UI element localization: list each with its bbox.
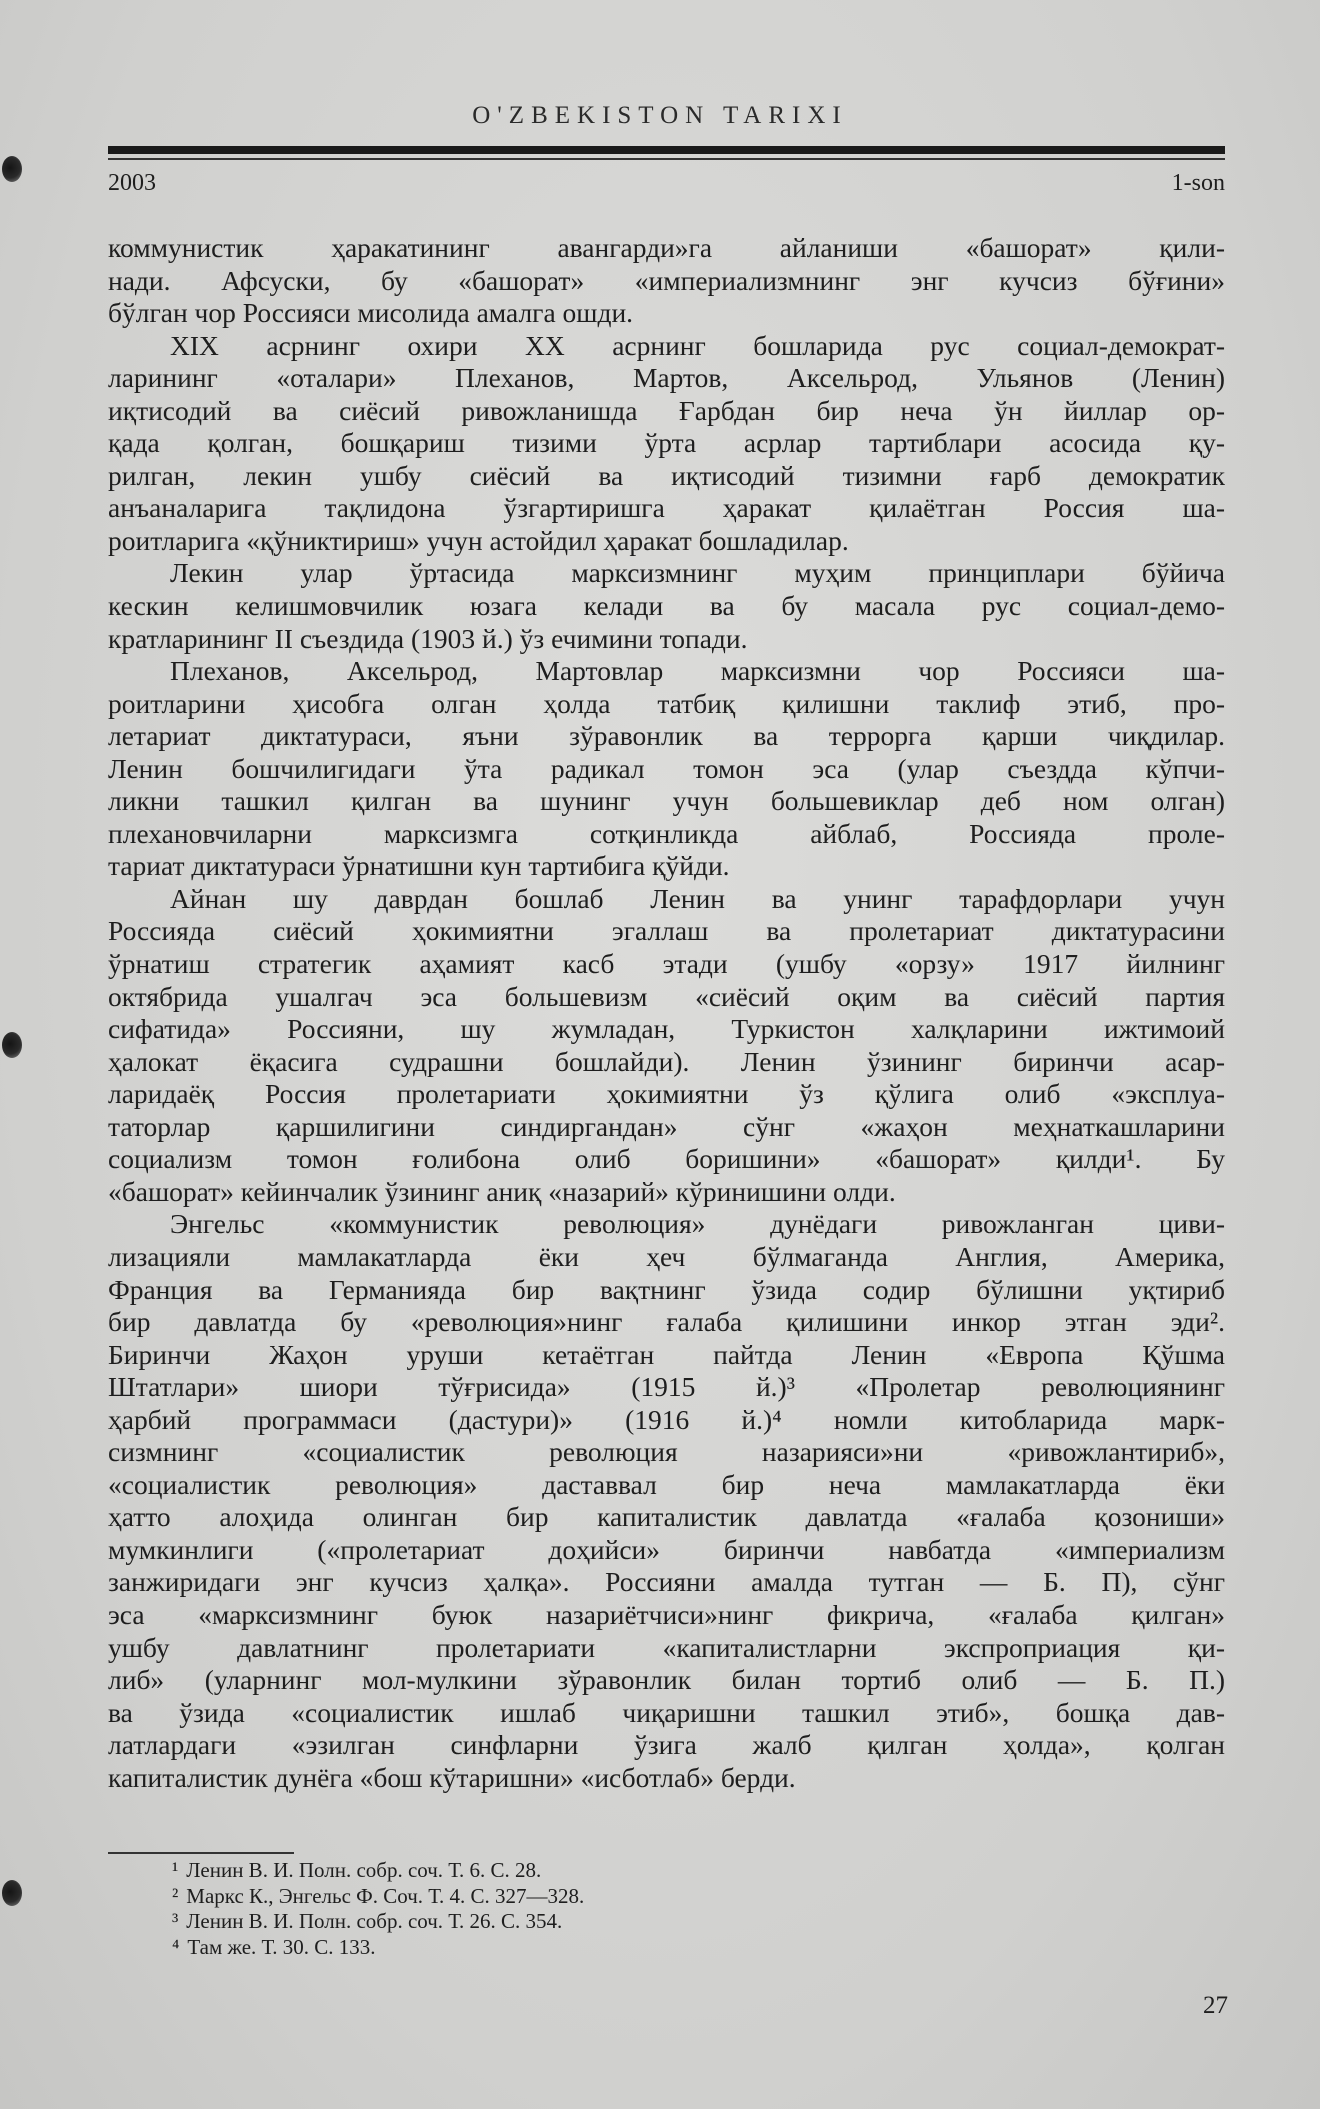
text-line: социализм томон ғолибона олиб боришини» «башорат» қилди¹. Бу <box>108 1143 1225 1175</box>
text-line: эса «марксизмнинг буюк назариётчиси»нинг фикрича, «ғалаба қилган» <box>108 1598 1225 1630</box>
footnote-number: ¹ <box>172 1858 179 1882</box>
text-line: ликни ташкил қилган ва шунинг учун большевиклар деб ном олган) <box>108 785 1225 817</box>
text-line: Россияда сиёсий ҳокимиятни эгаллаш ва пролетариат диктатурасини <box>108 915 1225 947</box>
text-line: Лекин улар ўртасида марксизмнинг муҳим принциплари бўйича <box>170 557 1225 589</box>
text-line: бир давлатда бу «революция»нинг ғалаба қилишини инкор этган эди². <box>108 1306 1225 1338</box>
text-line: анъаналарига тақлидона ўзгартиришга ҳаракат қилаётган Россия ша- <box>108 492 1225 524</box>
footnote-text: Маркс К., Энгельс Ф. Соч. Т. 4. С. 327—328. <box>186 1883 585 1908</box>
text-line: занжиридаги энг кучсиз ҳалқа». Россияни амалда тутган — Б. П), сўнг <box>108 1566 1225 1598</box>
text-line: Ленин бошчилигидаги ўта радикал томон эса (улар съездда кўпчи- <box>108 752 1225 784</box>
header-rule-thick <box>108 146 1225 154</box>
text-line: «социалистик революция» даставвал бир неча мамлакатларда ёки <box>108 1468 1225 1500</box>
footnote-item <box>172 1909 1172 1935</box>
text-line: ларидаёқ Россия пролетариати ҳокимиятни ўз қўлига олиб «эксплуа- <box>108 1078 1225 1110</box>
text-line: роитларини ҳисобга олган ҳолда татбиқ қилишни таклиф этиб, про- <box>108 687 1225 719</box>
text-line: латлардаги «эзилган синфларни ўзига жалб қилган ҳолда», қолган <box>108 1729 1225 1761</box>
text-line: коммунистик ҳаракатининг авангарди»га айланиши «башорат» қили- <box>108 232 1225 263</box>
text-line: мумкинлиги («пролетариат доҳийси» биринчи навбатда «империализм <box>108 1533 1225 1565</box>
text-line: тариат диктатураси ўрнатишни кун тартибига қўйди. <box>108 850 730 882</box>
issue-number: 1-son <box>1171 170 1225 196</box>
footnote-number: ⁴ <box>172 1934 180 1959</box>
text-line: бўлган чор Россияси мисолида амалга ошди. <box>108 297 634 329</box>
footnote-item <box>172 1935 1172 1961</box>
text-line: ва ўзида «социалистик ишлаб чиқаришни ташкил этиб», бошқа дав- <box>108 1696 1225 1728</box>
text-line: Штатлари» шиори тўғрисида» (1915 й.)³ «Пролетар революциянинг <box>108 1371 1225 1403</box>
punch-hole-middle <box>2 1032 22 1058</box>
header-rule-thin <box>108 158 1225 160</box>
text-line: Плеханов, Аксельрод, Мартовлар марксизмни чор Россияси ша- <box>170 655 1225 687</box>
text-line: ушбу давлатнинг пролетариати «капиталистларни экспроприация қи- <box>108 1631 1225 1663</box>
text-line: иқтисодий ва сиёсий ривожланишда Ғарбдан бир неча ўн йиллар ор- <box>108 394 1225 426</box>
text-line: ларининг «оталари» Плеханов, Мартов, Аксельрод, Ульянов (Ленин) <box>108 362 1225 394</box>
punch-hole-top <box>2 156 22 182</box>
text-line: летариат диктатураси, яъни зўравонлик ва террорга қарши чиқдилар. <box>108 720 1225 752</box>
text-line: лизацияли мамлакатларда ёки ҳеч бўлмаганда Англия, Америка, <box>108 1240 1225 1272</box>
text-line: қада қолган, бошқариш тизими ўрта асрлар тартиблари асосида қу- <box>108 427 1225 459</box>
text-line: рилган, лекин ушбу сиёсий ва иқтисодий тизимни ғарб демократик <box>108 459 1225 491</box>
text-line: кескин келишмовчилик юзага келади ва бу масала рус социал-демо- <box>108 590 1225 622</box>
text-line: Айнан шу даврдан бошлаб Ленин ва унинг тарафдорлари учун <box>170 882 1225 914</box>
footnote-item <box>172 1884 1172 1910</box>
text-line: Франция ва Германияда бир вақтнинг ўзида содир бўлишни уқтириб <box>108 1273 1225 1305</box>
journal-title: O'ZBEKISTON TARIXI <box>472 102 848 129</box>
text-line: роитларига «қўниктириш» учун астойдил ҳаракат бошладилар. <box>108 524 849 556</box>
text-line: «башорат» кейинчалик ўзининг аниқ «назарий» кўринишини олди. <box>108 1175 896 1207</box>
text-line: либ» (уларнинг мол-мулкини зўравонлик билан тортиб олиб — Б. П.) <box>108 1664 1225 1696</box>
punch-hole-bottom <box>2 1880 22 1906</box>
footnote-text: Ленин В. И. Полн. собр. соч. Т. 6. С. 28. <box>186 1858 542 1882</box>
text-line: сизмнинг «социалистик революция назарияси»ни «ривожлантириб», <box>108 1436 1225 1468</box>
text-line: капиталистик дунёга «бош кўтаришни» «исботлаб» берди. <box>108 1761 796 1793</box>
article-body <box>108 232 1225 1794</box>
text-line: XIX асрнинг охири XX асрнинг бошларида рус социал-демократ- <box>170 329 1225 361</box>
text-line: плехановчиларни марксизмга сотқинликда айблаб, Россияда проле- <box>108 817 1225 849</box>
text-line: нади. Афсуски, бу «башорат» «империализмнинг энг кучсиз бўғини» <box>108 264 1225 296</box>
footnote-text: Там же. Т. 30. С. 133. <box>187 1934 376 1959</box>
text-line: таторлар қаршилигини синдиргандан» сўнг «жаҳон меҳнаткашларини <box>108 1110 1225 1142</box>
text-line: ҳатто алоҳида олинган бир капиталистик давлатда «ғалаба қозониши» <box>108 1501 1225 1533</box>
text-line: сифатида» Россияни, шу жумладан, Туркистон халқларини ижтимоий <box>108 1013 1225 1045</box>
text-line: октябрида ушалгач эса большевизм «сиёсий оқим ва сиёсий партия <box>108 980 1225 1012</box>
footnote-item <box>172 1858 1172 1884</box>
text-line: Биринчи Жаҳон уруши кетаётган пайтда Ленин «Европа Қўшма <box>108 1338 1225 1370</box>
issue-year: 2003 <box>108 170 156 196</box>
footnotes <box>172 1858 1172 1960</box>
text-line: кратларининг II съездида (1903 й.) ўз ечимини топади. <box>108 622 748 654</box>
text-line: ҳарбий программаси (дастури)» (1916 й.)⁴ номли китобларида марк- <box>108 1403 1225 1435</box>
footnote-rule <box>108 1852 294 1854</box>
footnote-number: ³ <box>172 1909 179 1933</box>
text-line: ҳалокат ёқасига судрашни бошлайди). Ленин ўзининг биринчи асар- <box>108 1045 1225 1077</box>
footnote-number: ² <box>172 1883 179 1908</box>
footnote-text: Ленин В. И. Полн. собр. соч. Т. 26. С. 354. <box>186 1909 563 1933</box>
text-line: ўрнатиш стратегик аҳамият касб этади (ушбу «орзу» 1917 йилнинг <box>108 948 1225 980</box>
text-line: Энгельс «коммунистик революция» дунёдаги ривожланган циви- <box>170 1208 1225 1240</box>
page-number: 27 <box>1203 1992 1228 2019</box>
